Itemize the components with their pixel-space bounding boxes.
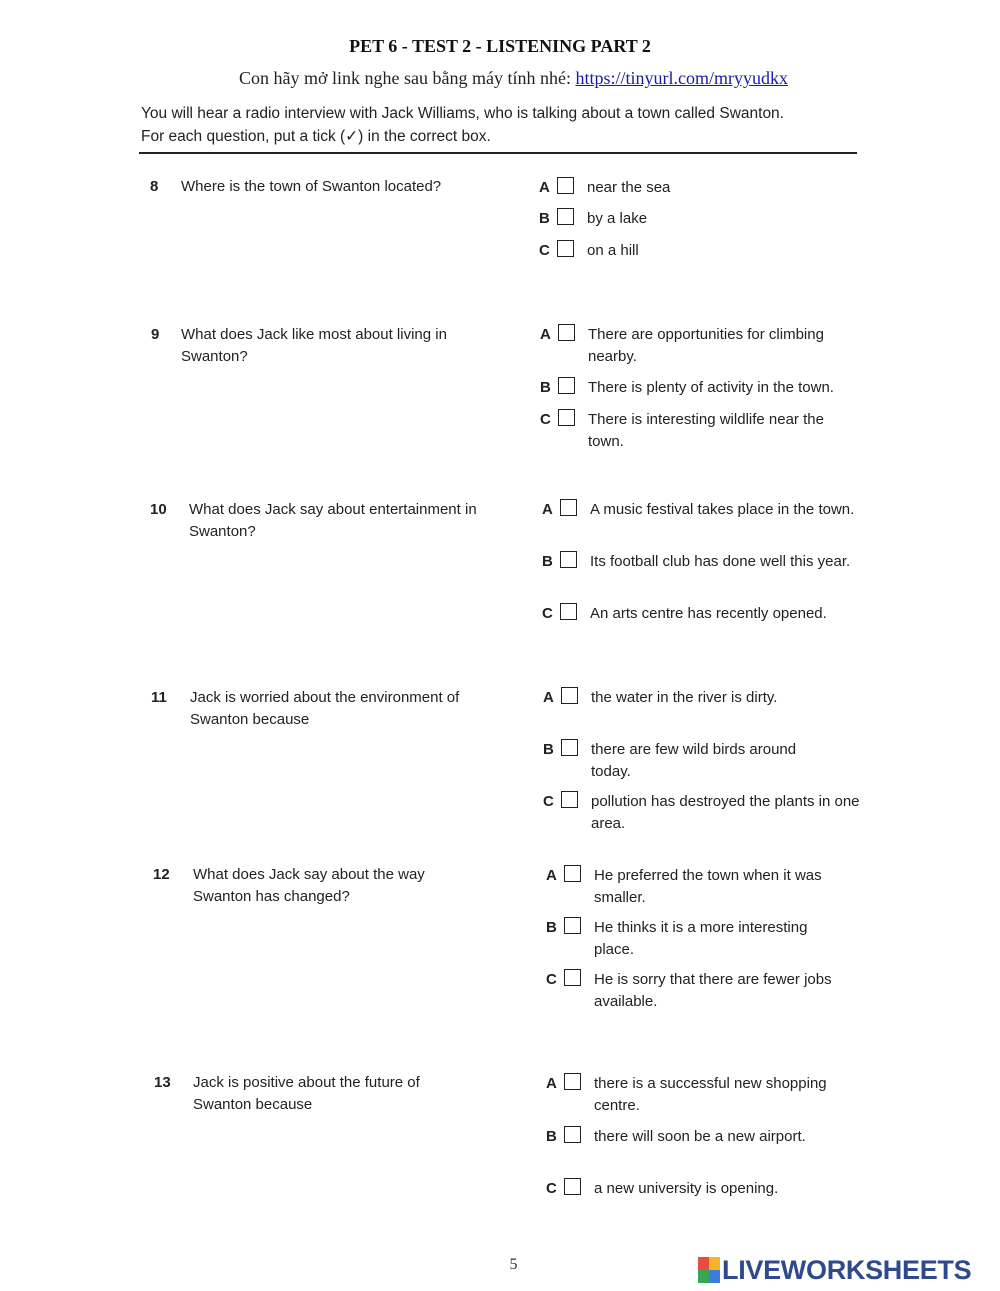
brand-name: LIVEWORKSHEETS bbox=[722, 1254, 972, 1285]
header-divider bbox=[139, 152, 857, 154]
question-text: What does Jack say about the way Swanton has changed? bbox=[193, 866, 425, 905]
link-instruction-text: Con hãy mở link nghe sau bằng máy tính nhé: bbox=[239, 68, 571, 88]
option-text: Its football club has done well this year. bbox=[590, 553, 851, 570]
instructions-line-1: You will hear a radio interview with Jack Williams, who is talking about a town called Swanton. bbox=[141, 105, 784, 122]
answer-checkbox[interactable] bbox=[564, 865, 581, 882]
option-text: near the sea bbox=[587, 179, 671, 196]
option-text: a new university is opening. bbox=[594, 1180, 779, 1197]
answer-checkbox[interactable] bbox=[558, 409, 575, 426]
page-title: PET 6 - TEST 2 - LISTENING PART 2 bbox=[349, 36, 651, 56]
page-number: 5 bbox=[509, 1256, 518, 1273]
option-letter: B bbox=[546, 1128, 557, 1145]
answer-checkbox[interactable] bbox=[558, 377, 575, 394]
option-text: There is plenty of activity in the town. bbox=[588, 379, 834, 396]
option-letter: B bbox=[543, 741, 554, 758]
answer-checkbox[interactable] bbox=[557, 208, 574, 225]
option-text: He thinks it is a more interesting place. bbox=[594, 919, 808, 958]
answer-checkbox[interactable] bbox=[557, 240, 574, 257]
option-text: there will soon be a new airport. bbox=[594, 1128, 806, 1145]
answer-checkbox[interactable] bbox=[560, 551, 577, 568]
answer-checkbox[interactable] bbox=[560, 499, 577, 516]
option-letter: C bbox=[543, 793, 554, 810]
option-letter: A bbox=[539, 179, 550, 196]
option-letter: C bbox=[546, 971, 557, 988]
option-letter: B bbox=[542, 553, 553, 570]
question-text: Jack is positive about the future of Swanton because bbox=[193, 1074, 420, 1113]
question-text: Jack is worried about the environment of Swanton because bbox=[190, 689, 460, 728]
answer-checkbox[interactable] bbox=[564, 1073, 581, 1090]
question-text: Where is the town of Swanton located? bbox=[181, 178, 442, 195]
question-text: What does Jack like most about living in Swanton? bbox=[181, 326, 447, 365]
option-text: there is a successful new shopping centre. bbox=[594, 1075, 827, 1114]
option-letter: C bbox=[546, 1180, 557, 1197]
option-text: there are few wild birds around today. bbox=[591, 741, 797, 780]
option-letter: C bbox=[542, 605, 553, 622]
answer-checkbox[interactable] bbox=[558, 324, 575, 341]
instructions-line-2: For each question, put a tick (✓) in the correct box. bbox=[141, 128, 491, 145]
liveworksheets-logo bbox=[698, 1256, 971, 1284]
question-number: 10 bbox=[150, 501, 167, 518]
answer-checkbox[interactable] bbox=[561, 739, 578, 756]
task-instructions bbox=[141, 102, 861, 148]
question-number: 9 bbox=[151, 326, 160, 343]
option-letter: A bbox=[542, 501, 553, 518]
question-number: 12 bbox=[153, 866, 170, 883]
answer-checkbox[interactable] bbox=[561, 791, 578, 808]
answer-checkbox[interactable] bbox=[564, 969, 581, 986]
answer-checkbox[interactable] bbox=[557, 177, 574, 194]
option-text: There is interesting wildlife near the town. bbox=[588, 411, 824, 450]
option-letter: A bbox=[543, 689, 554, 706]
option-letter: A bbox=[540, 326, 551, 343]
option-letter: A bbox=[546, 867, 557, 884]
option-text: the water in the river is dirty. bbox=[591, 689, 778, 706]
option-text: pollution has destroyed the plants in one area. bbox=[591, 793, 860, 832]
answer-checkbox[interactable] bbox=[564, 1126, 581, 1143]
option-text: by a lake bbox=[587, 210, 648, 227]
option-letter: C bbox=[540, 411, 551, 428]
answer-checkbox[interactable] bbox=[560, 603, 577, 620]
option-text: There are opportunities for climbing nearby. bbox=[588, 326, 824, 365]
option-text: He preferred the town when it was smaller. bbox=[594, 867, 822, 906]
option-letter: A bbox=[546, 1075, 557, 1092]
liveworksheets-grid-icon bbox=[698, 1257, 720, 1283]
question-number: 8 bbox=[150, 178, 159, 195]
option-letter: C bbox=[539, 242, 550, 259]
audio-link[interactable]: https://tinyurl.com/mryyudkx bbox=[575, 68, 788, 88]
question-number: 11 bbox=[151, 689, 167, 706]
option-letter: B bbox=[546, 919, 557, 936]
answer-checkbox[interactable] bbox=[564, 917, 581, 934]
option-text: on a hill bbox=[587, 242, 639, 259]
option-text: A music festival takes place in the town. bbox=[590, 501, 855, 518]
answer-checkbox[interactable] bbox=[561, 687, 578, 704]
option-text: An arts centre has recently opened. bbox=[590, 605, 827, 622]
option-letter: B bbox=[539, 210, 550, 227]
question-number: 13 bbox=[154, 1074, 171, 1091]
answer-checkbox[interactable] bbox=[564, 1178, 581, 1195]
option-letter: B bbox=[540, 379, 551, 396]
option-text: He is sorry that there are fewer jobs available. bbox=[594, 971, 832, 1010]
listening-link-line bbox=[0, 68, 1000, 89]
question-text: What does Jack say about entertainment in Swanton? bbox=[189, 501, 477, 540]
